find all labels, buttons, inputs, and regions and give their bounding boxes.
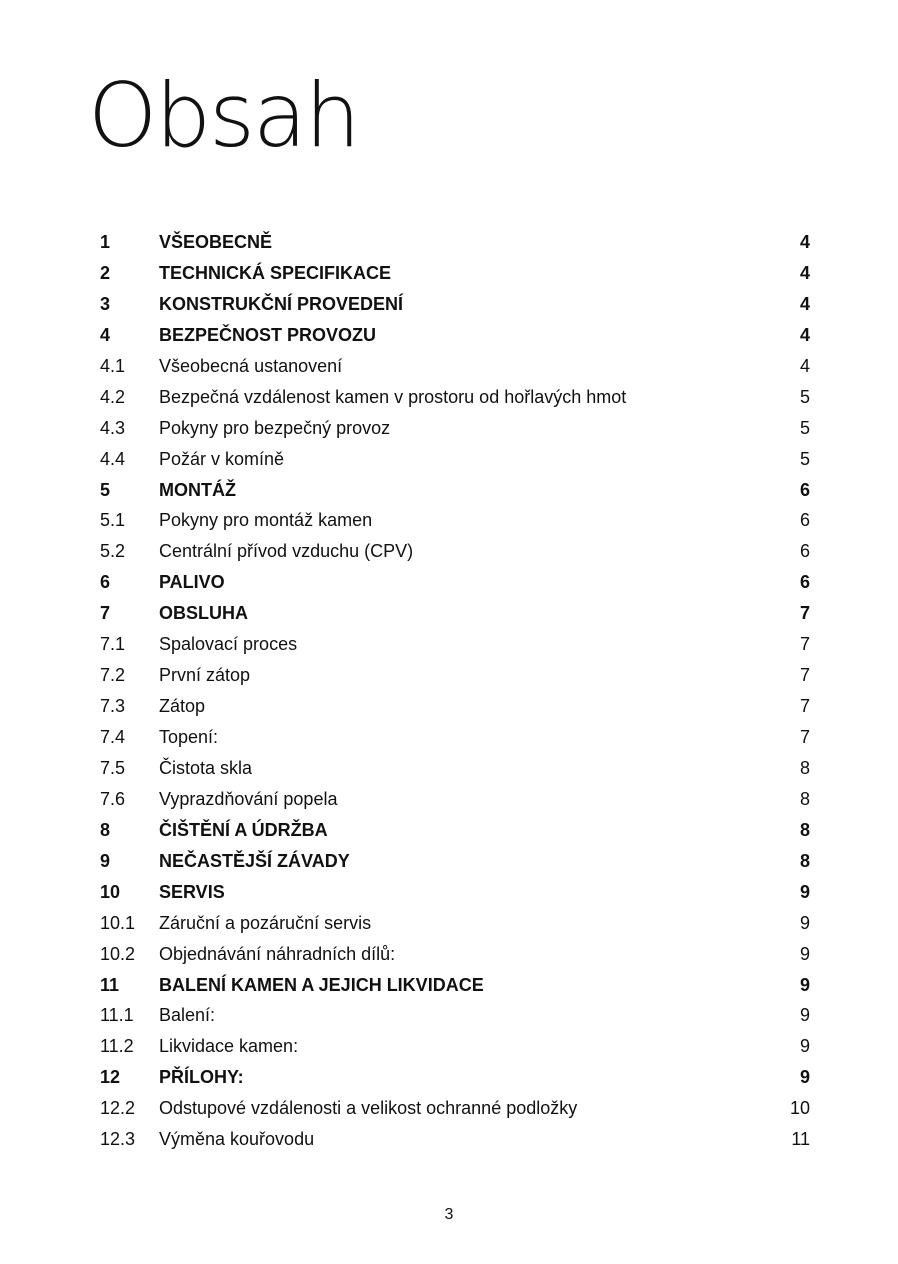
toc-entry-title: KONSTRUKČNÍ PROVEDENÍ — [159, 293, 404, 314]
toc-entry-page: 4 — [799, 293, 810, 314]
toc-entry-number: 11.1 — [100, 1005, 134, 1026]
toc-entry-page: 9 — [799, 1067, 810, 1088]
toc-entry-number: 7.3 — [100, 696, 126, 717]
toc-entry-number: 1 — [100, 232, 111, 252]
toc-entry-page: 10 — [789, 1098, 810, 1119]
toc-entry-title: Likvidace kamen: — [159, 1036, 299, 1057]
toc-entry — [100, 1000, 810, 1031]
toc-entry — [100, 846, 810, 877]
toc-entry — [100, 475, 810, 506]
toc-entry — [100, 877, 810, 908]
toc-entry-page: 6 — [799, 572, 810, 593]
toc-entry-title: Balení: — [159, 1005, 216, 1026]
toc-entry-page: 4 — [799, 355, 810, 376]
toc-entry-title: PŘÍLOHY: — [159, 1067, 244, 1088]
page-title: Obsah — [88, 64, 359, 167]
toc-entry-number: 7.2 — [100, 665, 126, 686]
toc-entry-title: Centrální přívod vzduchu (CPV) — [159, 541, 414, 562]
toc-entry-page: 4 — [799, 324, 810, 345]
toc-entry-title: Objednávání náhradních dílů: — [159, 943, 396, 964]
toc-entry-page: 8 — [799, 788, 810, 809]
toc-entry-title: ČIŠTĚNÍ A ÚDRŽBA — [159, 819, 328, 840]
toc-entry-page: 6 — [799, 479, 810, 500]
toc-entry-number: 11 — [100, 974, 120, 995]
toc-entry-number: 10.1 — [100, 912, 136, 933]
toc-entry-page: 5 — [799, 417, 810, 438]
toc-entry-title: Odstupové vzdálenosti a velikost ochranné podložky — [159, 1098, 578, 1119]
toc-entry-number: 3 — [100, 293, 111, 314]
toc-entry-page: 5 — [799, 386, 810, 407]
toc-entry-number: 7 — [100, 603, 111, 624]
toc-entry-number: 11.2 — [100, 1036, 134, 1057]
toc-entry-title: BALENÍ KAMEN A JEJICH LIKVIDACE — [159, 974, 484, 995]
toc-entry — [100, 413, 810, 444]
toc-entry — [100, 691, 810, 722]
toc-entry-page: 4 — [799, 262, 810, 283]
toc-entry-title: Všeobecná ustanovení — [159, 355, 343, 376]
toc-entry-number: 2 — [100, 262, 111, 283]
toc-entry-title: Záruční a pozáruční servis — [159, 912, 372, 933]
toc-entry-number: 4.3 — [100, 417, 126, 438]
toc-entry-page: 7 — [799, 727, 810, 747]
toc-entry-number: 7.6 — [100, 788, 126, 809]
toc-entry-title: PALIVO — [159, 572, 225, 593]
toc-entry — [100, 258, 810, 289]
toc-entry-title: Bezpečná vzdálenost kamen v prostoru od hořlavých hmot — [159, 386, 627, 407]
page-number: 3 — [444, 1206, 454, 1223]
toc-entry-page: 5 — [799, 448, 810, 469]
toc-entry-number: 12.2 — [100, 1098, 136, 1119]
toc-entry-title: SERVIS — [159, 881, 225, 902]
toc-entry — [100, 444, 810, 475]
toc-entry-number: 5 — [100, 479, 111, 500]
toc-entry-page: 9 — [799, 881, 810, 902]
toc-entry-page: 7 — [799, 665, 810, 686]
toc-entry — [100, 351, 810, 382]
toc-entry-title: MONTÁŽ — [159, 479, 236, 500]
toc-entry — [100, 382, 810, 413]
toc-entry-number: 5.2 — [100, 541, 126, 562]
toc-entry — [100, 598, 810, 629]
toc-entry — [100, 660, 810, 691]
toc-entry-title: Výměna kouřovodu — [159, 1129, 315, 1150]
toc-entry — [100, 908, 810, 939]
toc-entry-number: 8 — [100, 819, 111, 840]
toc-entry — [100, 970, 810, 1001]
toc-entry — [100, 1093, 810, 1124]
toc-entry — [100, 320, 810, 351]
toc-entry — [100, 784, 810, 815]
toc-entry-number: 4.4 — [100, 448, 126, 469]
toc-entry-title: OBSLUHA — [159, 603, 248, 624]
toc-entry-number: 12.3 — [100, 1129, 136, 1150]
toc-entry-title: Požár v komíně — [159, 448, 285, 469]
toc-entry-page: 9 — [799, 943, 810, 964]
toc-entry-page: 6 — [799, 541, 810, 562]
toc-entry — [100, 227, 810, 258]
toc-entry-page: 8 — [799, 819, 810, 840]
toc-entry — [100, 629, 810, 660]
toc-entry — [100, 567, 810, 598]
toc-entry — [100, 289, 810, 320]
toc-entry — [100, 536, 810, 567]
toc-entry-title: VŠEOBECNĚ — [159, 232, 273, 252]
toc-entry-title: Čistota skla — [159, 757, 253, 778]
toc-entry — [100, 939, 810, 970]
toc-entry-number: 10 — [100, 881, 121, 902]
toc-entry-number: 6 — [100, 572, 111, 593]
toc-entry-page: 8 — [799, 850, 810, 871]
toc-entry-title: Pokyny pro montáž kamen — [159, 510, 373, 531]
toc-entry-number: 9 — [100, 850, 111, 871]
toc-entry-page: 7 — [799, 603, 810, 624]
toc-entry-page: 9 — [799, 1005, 810, 1026]
toc-entry-title: Pokyny pro bezpečný provoz — [159, 417, 391, 438]
toc-entry-title: TECHNICKÁ SPECIFIKACE — [159, 262, 392, 283]
toc-entry-title: BEZPEČNOST PROVOZU — [159, 324, 377, 345]
toc-entry — [100, 1062, 810, 1093]
toc-entry — [100, 815, 810, 846]
toc-entry-page: 7 — [799, 696, 810, 717]
toc-entry-number: 7.1 — [100, 634, 126, 655]
toc-entry-page: 9 — [799, 912, 810, 933]
toc-entry-page: 7 — [799, 634, 810, 655]
toc-entry-title: První zátop — [159, 665, 251, 686]
toc-entry-number: 7.5 — [100, 757, 126, 778]
toc-entry-number: 5.1 — [100, 510, 126, 531]
toc-entry-page: 4 — [799, 232, 810, 252]
toc-entry-title: Spalovací proces — [159, 634, 298, 655]
toc-entry — [100, 722, 810, 753]
toc-entry-number: 10.2 — [100, 943, 136, 964]
toc-entry-title: Zátop — [159, 696, 206, 717]
toc-entry-number: 4 — [100, 324, 111, 345]
toc-entry-number: 4.1 — [100, 355, 126, 376]
toc-entry — [100, 505, 810, 536]
toc-entry-page: 6 — [799, 510, 810, 531]
toc-entry-page: 9 — [799, 1036, 810, 1057]
toc-entry — [100, 753, 810, 784]
toc-entry-title: Vyprazdňování popela — [159, 788, 338, 809]
toc-entry-page: 11 — [791, 1129, 810, 1150]
toc-entry — [100, 1031, 810, 1062]
toc-entry-number: 4.2 — [100, 386, 126, 407]
toc-entry — [100, 1124, 810, 1155]
toc-entry-page: 8 — [799, 757, 810, 778]
toc-entry-number: 12 — [100, 1067, 121, 1088]
toc-entry-title: NEČASTĚJŠÍ ZÁVADY — [159, 850, 350, 871]
table-of-contents — [100, 227, 810, 1155]
toc-entry-number: 7.4 — [100, 727, 126, 747]
toc-entry-page: 9 — [799, 974, 810, 995]
toc-entry-title: Topení: — [159, 727, 219, 747]
